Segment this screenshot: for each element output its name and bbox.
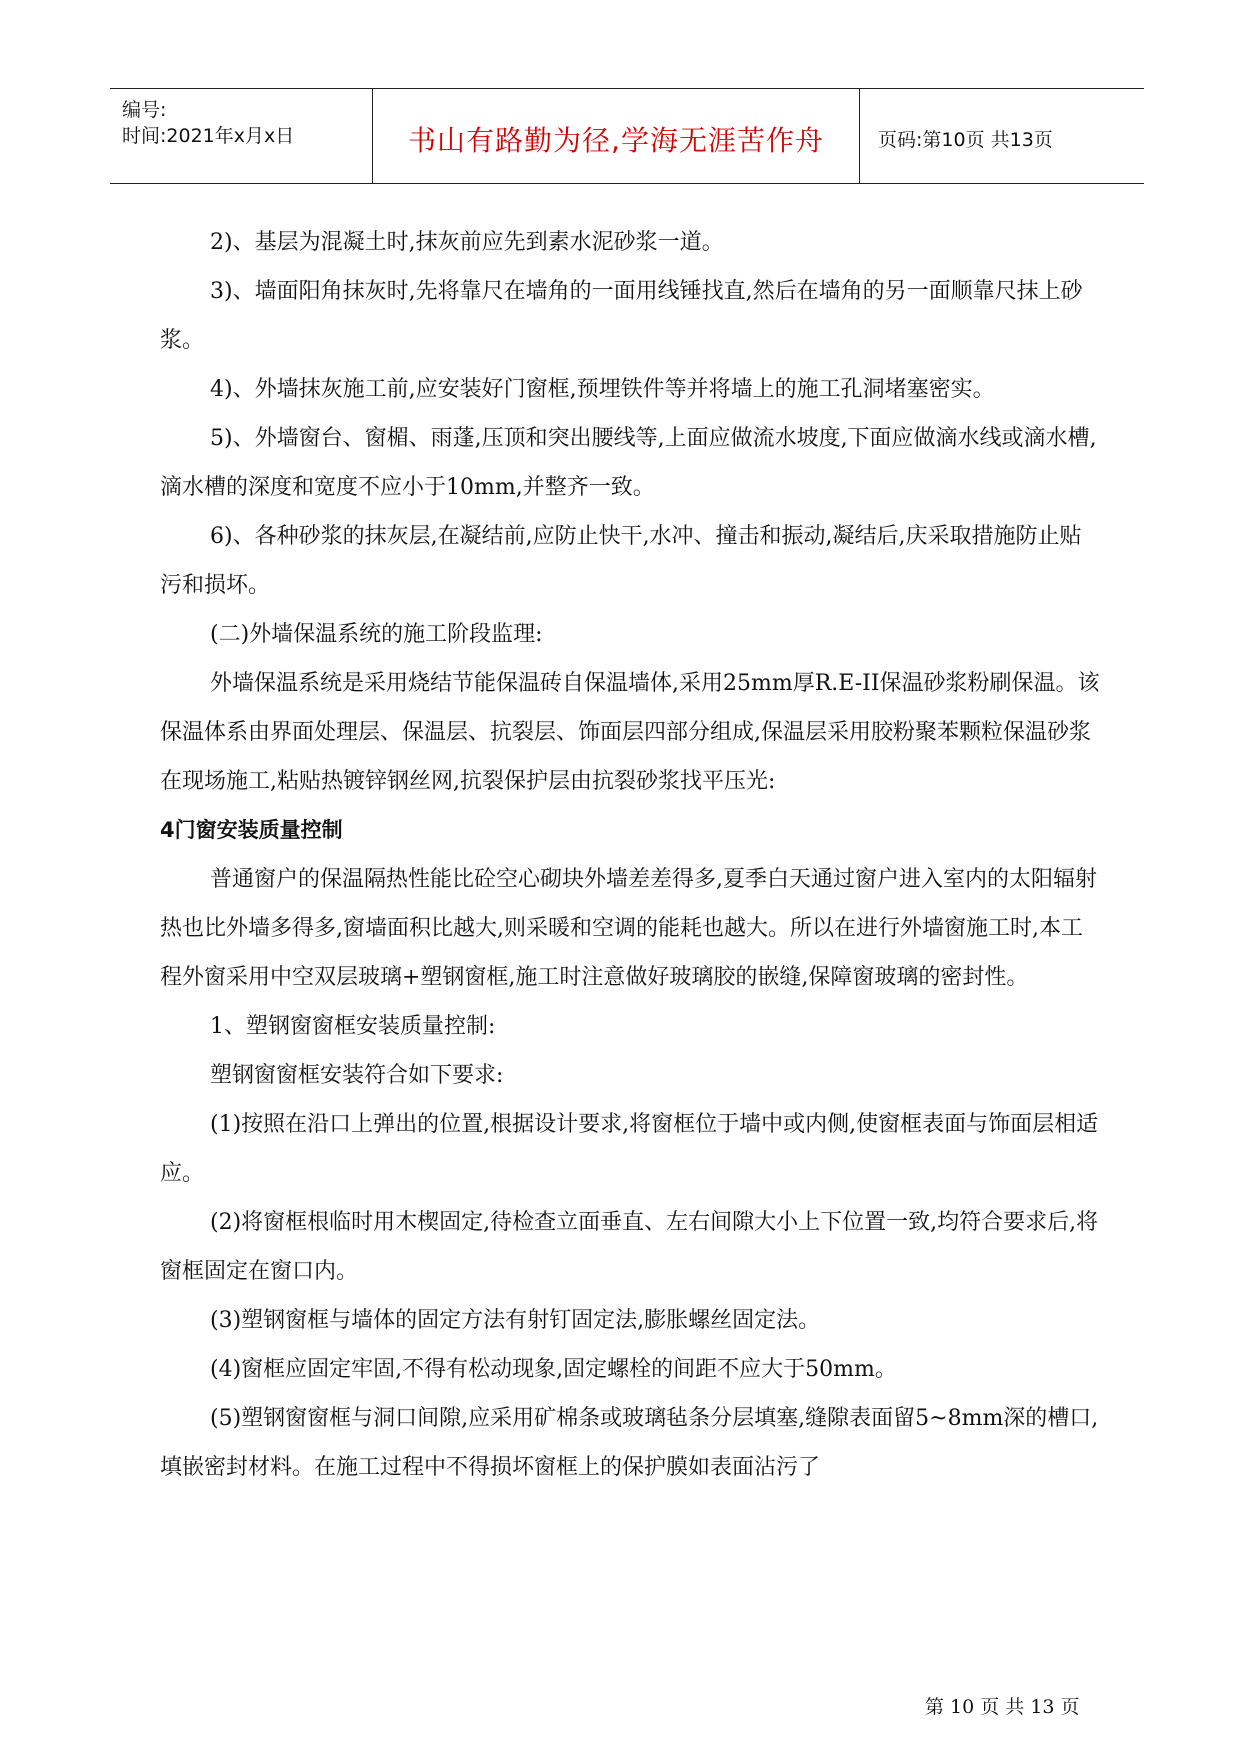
- document-time-label: 时间:2021年x月x日: [122, 125, 295, 147]
- paragraph-2: 2)、基层为混凝土时,抹灰前应先到素水泥砂浆一道。: [210, 230, 724, 255]
- document-body: [160, 218, 1100, 1492]
- requirement-1: (1)按照在沿口上弹出的位置,根据设计要求,将窗框位于墙中或内侧,使窗框表面与饰面层相适应。: [160, 1112, 1099, 1186]
- requirement-5: (5)塑钢窗窗框与洞口间隙,应采用矿棉条或玻璃毡条分层填塞,缝隙表面留5~8mm深的槽口,填嵌密封材料。在施工过程中不得损坏窗框上的保护膜如表面沾污了: [160, 1406, 1099, 1480]
- header-page-cell: [860, 89, 1144, 183]
- paragraph-window-insulation: 普通窗户的保温隔热性能比砼空心砌块外墙差差得多,夏季白天通过窗户进入室内的太阳辐射热也比外墙多得多,窗墙面积比越大,则采暖和空调的能耗也越大。所以在进行外墙窗施工时,本工程外窗采用中空双层玻璃+塑钢窗框,施工时注意做好玻璃胶的嵌缝,保障窗玻璃的密封性。: [160, 867, 1097, 990]
- section-heading-windows: 4门窗安装质量控制: [160, 818, 343, 842]
- paragraph-requirements-intro: 塑钢窗窗框安装符合如下要求:: [210, 1063, 504, 1088]
- document-number-label: 编号:: [122, 99, 167, 121]
- paragraph-5: 5)、外墙窗台、窗楣、雨蓬,压顶和突出腰线等,上面应做流水坡度,下面应做滴水线或滴水槽,滴水槽的深度和宽度不应小于10mm,并整齐一致。: [160, 426, 1097, 500]
- requirement-4: (4)窗框应固定牢固,不得有松动现象,固定螺栓的间距不应大于50mm。: [210, 1357, 897, 1382]
- subheading-window-frame: 1、塑钢窗窗框安装质量控制:: [210, 1014, 496, 1039]
- header-motto: 书山有路勤为径,学海无涯苦作舟: [408, 124, 824, 157]
- header-meta-cell: [110, 89, 372, 183]
- paragraph-4: 4)、外墙抹灰施工前,应安装好门窗框,预埋铁件等并将墙上的施工孔洞堵塞密实。: [210, 377, 995, 402]
- paragraph-3: 3)、墙面阳角抹灰时,先将靠尺在墙角的一面用线锤找直,然后在墙角的另一面顺靠尺抹上砂浆。: [160, 279, 1083, 353]
- page-header: [110, 88, 1144, 184]
- requirement-3: (3)塑钢窗框与墙体的固定方法有射钉固定法,膨胀螺丝固定法。: [210, 1308, 821, 1333]
- header-motto-cell: [372, 89, 860, 183]
- header-page-number: 页码:第10页 共13页: [878, 129, 1053, 151]
- paragraph-insulation-system: 外墙保温系统是采用烧结节能保温砖自保温墙体,采用25mm厚R.E-II保温砂浆粉刷保温。该保温体系由界面处理层、保温层、抗裂层、饰面层四部分组成,保温层采用胶粉聚苯颗粒保温砂浆在现场施工,粘贴热镀锌钢丝网,抗裂保护层由抗裂砂浆找平压光:: [160, 671, 1100, 794]
- subheading-insulation: (二)外墙保温系统的施工阶段监理:: [210, 622, 543, 647]
- page-footer: 第 10 页 共 13 页: [925, 1696, 1080, 1718]
- paragraph-6: 6)、各种砂浆的抹灰层,在凝结前,应防止快干,水冲、撞击和振动,凝结后,庆采取措施防止贴污和损坏。: [160, 524, 1082, 598]
- requirement-2: (2)将窗框根临时用木楔固定,待检查立面垂直、左右间隙大小上下位置一致,均符合要求后,将窗框固定在窗口内。: [160, 1210, 1099, 1284]
